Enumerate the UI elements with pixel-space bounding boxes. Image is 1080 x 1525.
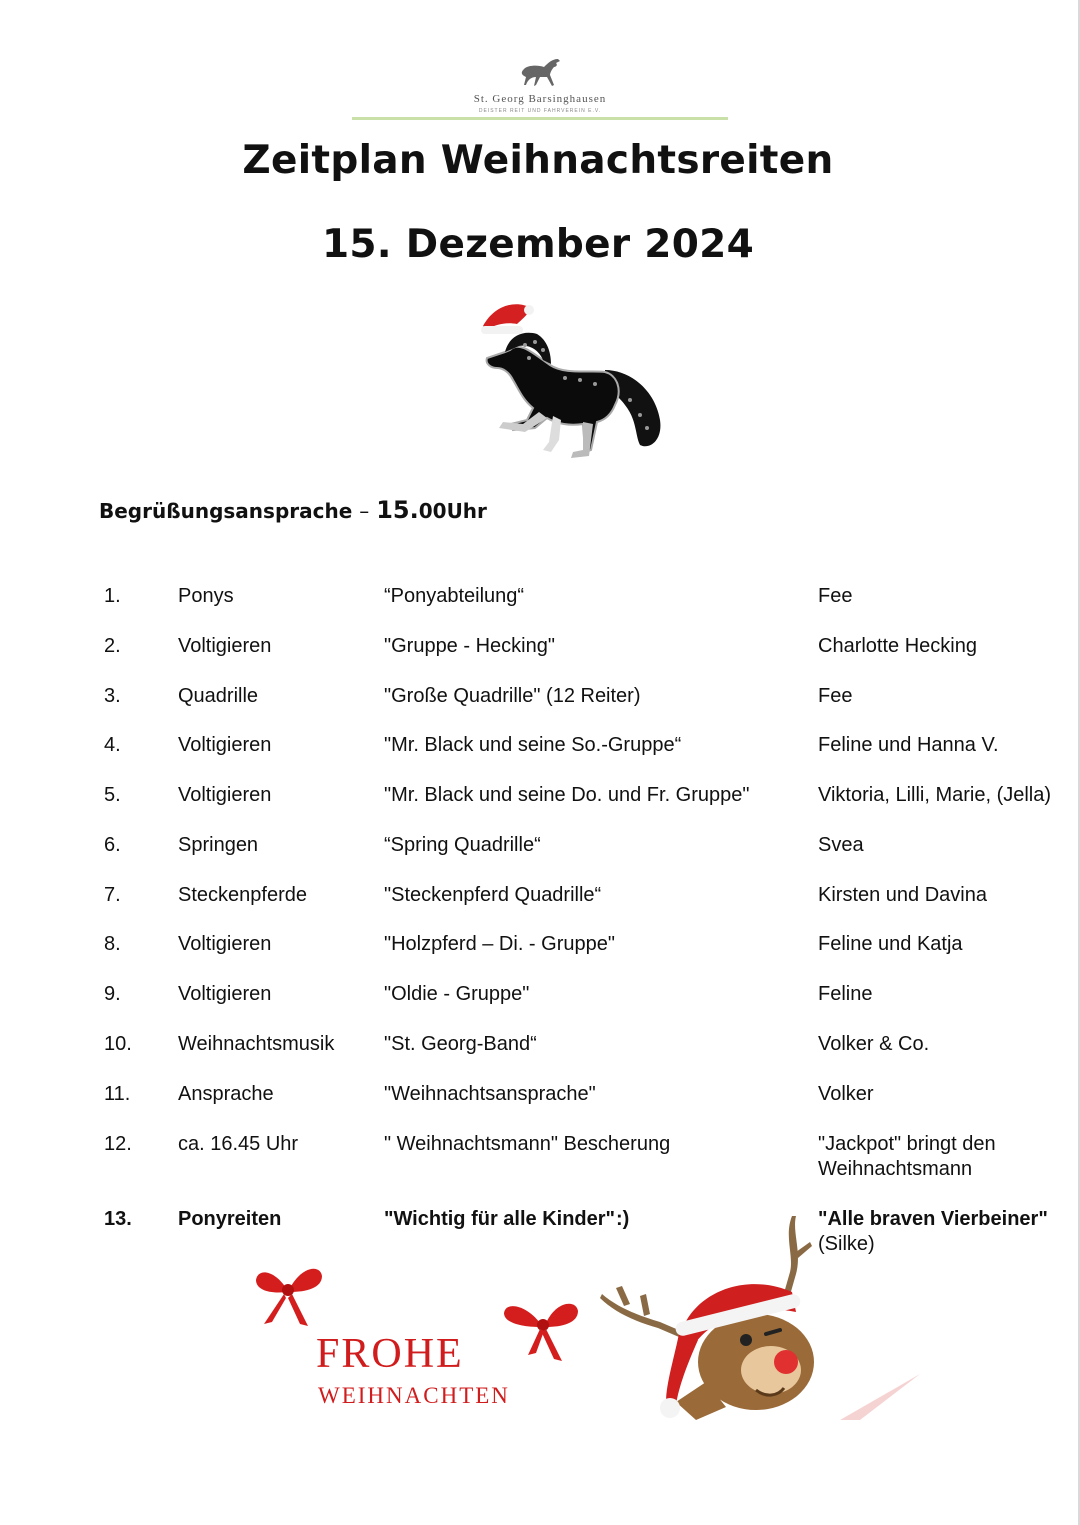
row-responsible: Kirsten und Davina (818, 884, 987, 906)
logo-club-name: St. Georg Barsinghausen (473, 93, 607, 105)
row-responsible: Feline und Hanna V. (818, 734, 999, 756)
row-category: Ponyreiten (178, 1208, 282, 1230)
row-title: “Spring Quadrille“ (384, 834, 541, 856)
row-title: " Weihnachtsmann" Bescherung (384, 1133, 671, 1155)
row-number: 5. (104, 784, 121, 806)
event-date: 15. Dezember 2024 (321, 222, 755, 267)
row-responsible-line2: Weihnachtsmann (818, 1158, 973, 1180)
row-number: 6. (104, 834, 121, 856)
row-smiley: :) (616, 1208, 630, 1230)
row-title: "Wichtig für alle Kinder" (384, 1208, 616, 1230)
row-number: 13. (104, 1208, 132, 1230)
logo-divider (352, 117, 728, 120)
row-category: Voltigieren (178, 635, 272, 657)
row-responsible-line2: (Silke) (818, 1233, 875, 1255)
row-title: "Gruppe - Hecking" (384, 635, 555, 657)
row-number: 3. (104, 685, 121, 707)
row-title: “Ponyabteilung“ (384, 585, 525, 607)
row-number: 12. (104, 1133, 132, 1155)
schedule-row-13 (0, 1207, 1076, 1267)
welcome-time-hour: 15. (376, 496, 419, 524)
row-responsible: Volker & Co. (818, 1033, 930, 1055)
row-category: Ponys (178, 585, 234, 607)
row-title: "Große Quadrille" (12 Reiter) (384, 685, 641, 707)
welcome-speech-line (99, 496, 487, 524)
welcome-dash: – (359, 499, 370, 523)
club-logo (430, 55, 650, 125)
page-title: Zeitplan Weihnachtsreiten (242, 138, 834, 183)
row-responsible: Viktoria, Lilli, Marie, (Jella) (818, 784, 1052, 806)
schedule-row-4 (0, 733, 1076, 781)
greeting-frohe: FROHE (316, 1331, 464, 1377)
row-number: 10. (104, 1033, 132, 1055)
row-responsible: Svea (818, 834, 864, 856)
schedule-row-2 (0, 634, 1076, 682)
row-responsible: "Jackpot" bringt den (818, 1133, 996, 1155)
row-category: ca. 16.45 Uhr (178, 1133, 299, 1155)
row-number: 9. (104, 983, 121, 1005)
row-title: "Mr. Black und seine Do. und Fr. Gruppe" (384, 784, 750, 806)
row-responsible: "Alle braven Vierbeiner" (818, 1208, 1048, 1230)
row-category: Voltigieren (178, 933, 272, 955)
schedule-row-3 (0, 684, 1076, 732)
row-category: Weihnachtsmusik (178, 1033, 335, 1055)
row-responsible: Feline und Katja (818, 933, 963, 955)
row-title: "Oldie - Gruppe" (384, 983, 530, 1005)
row-category: Quadrille (178, 685, 259, 707)
row-category: Ansprache (178, 1083, 274, 1105)
schedule-row-5 (0, 783, 1076, 831)
welcome-time-minutes: 00Uhr (418, 499, 487, 523)
schedule-row-10 (0, 1032, 1076, 1080)
row-number: 11. (104, 1083, 131, 1105)
row-number: 7. (104, 884, 121, 906)
schedule-row-8 (0, 932, 1076, 980)
schedule-row-9 (0, 982, 1076, 1030)
row-responsible: Charlotte Hecking (818, 635, 977, 657)
schedule-row-11 (0, 1082, 1076, 1130)
row-title: "Steckenpferd Quadrille“ (384, 884, 602, 906)
row-responsible: Volker (818, 1083, 874, 1105)
christmas-horse-illustration (465, 300, 665, 470)
row-responsible: Fee (818, 585, 853, 607)
reindeer-illustration (596, 1212, 846, 1422)
row-title: "St. Georg-Band“ (384, 1033, 537, 1055)
logo-horse-icon (510, 55, 570, 91)
row-title: "Weihnachtsansprache" (384, 1083, 596, 1105)
row-category: Steckenpferde (178, 884, 307, 906)
row-responsible: Fee (818, 685, 853, 707)
schedule-row-12 (0, 1132, 1076, 1192)
row-category: Voltigieren (178, 734, 272, 756)
row-category: Voltigieren (178, 983, 272, 1005)
row-title: "Holzpferd – Di. - Gruppe" (384, 933, 615, 955)
schedule-row-6 (0, 833, 1076, 881)
greeting-weihnachten: WEIHNACHTEN (318, 1383, 510, 1408)
decorative-shadow (840, 1370, 920, 1420)
row-number: 2. (104, 635, 121, 657)
schedule-row-1 (0, 584, 1076, 632)
row-number: 8. (104, 933, 121, 955)
welcome-label: Begrüßungsansprache (99, 499, 353, 523)
schedule-row-7 (0, 883, 1076, 931)
row-number: 4. (104, 734, 121, 756)
row-category: Springen (178, 834, 259, 856)
row-number: 1. (104, 585, 121, 607)
row-category: Voltigieren (178, 784, 272, 806)
logo-club-subline: DEISTER REIT UND FAHRVEREIN E.V. (478, 108, 602, 114)
row-title: "Mr. Black und seine So.-Gruppe“ (384, 734, 682, 756)
row-responsible: Feline (818, 983, 873, 1005)
